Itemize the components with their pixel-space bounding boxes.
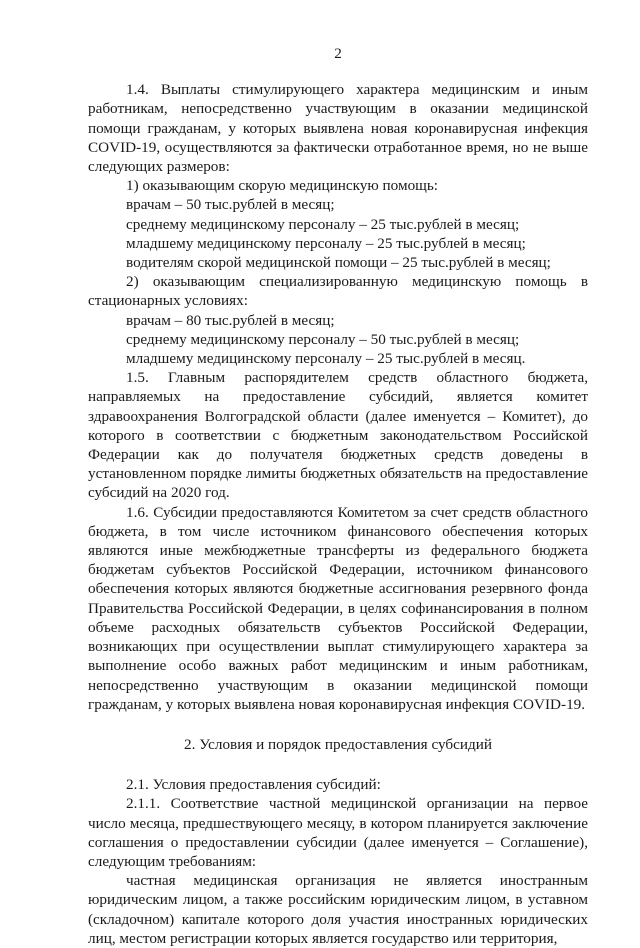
paragraph-2-1-1: 2.1.1. Соответствие частной медицинской организации на первое число месяца, предшествующего месяцу, в котором планируется заключение соглашения о предоставлении субсидии (далее именуется – Соглашение), следующим требованиям: — [88, 795, 588, 870]
list-line: среднему медицинскому персоналу – 50 тыс.рублей в месяц; — [126, 330, 520, 348]
list-line: среднему медицинскому персоналу – 25 тыс.рублей в месяц; — [126, 215, 520, 233]
list-line: младшему медицинскому персоналу – 25 тыс.рублей в месяц. — [126, 350, 526, 368]
list-line: младшему медицинскому персоналу – 25 тыс.рублей в месяц; — [126, 234, 526, 252]
paragraph-1-4: 1.4. Выплаты стимулирующего характера медицинским и иным работникам, непосредственно участвующим в оказании медицинской помощи гражданам, у которых выявлена новая коронавирусная инфекция COVID-19, осуществляются за фактически отработанное время, но не выше следующих размеров: — [88, 81, 588, 176]
list-item-2: 2) оказывающим специализированную медицинскую помощь в стационарных условиях: — [88, 273, 588, 310]
paragraph-2-1: 2.1. Условия предоставления субсидий: — [126, 776, 381, 794]
page-number: 2 — [334, 45, 342, 62]
paragraph-1-5: 1.5. Главным распорядителем средств областного бюджета, направляемых на предоставление субсидий, является комитет здравоохранения Волгоградской области (далее именуется – Комитет), до которого в соответствии с бюджетным законодательством Российской Федерации как до получателя бюджетных средств доведены в установленном порядке лимиты бюджетных обязательств на предоставление субсидий на 2020 год. — [88, 369, 588, 502]
list-item-1: 1) оказывающим скорую медицинскую помощь: — [126, 177, 439, 195]
list-line: врачам – 80 тыс.рублей в месяц; — [126, 311, 335, 329]
list-line: врачам – 50 тыс.рублей в месяц; — [126, 196, 335, 214]
paragraph-1-6: 1.6. Субсидии предоставляются Комитетом за счет средств областного бюджета, в том числе источником финансового обеспечения которых являются иные межбюджетные трансферты из федерального бюджета бюджетам субъектов Российской Федерации, источником финансового обеспечения которых являются бюджетные ассигнования резервного фонда Правительства Российской Федерации, в целях софинансирования в полном объеме расходных обязательств субъектов Российской Федерации, возникающих при осуществлении выплат стимулирующего характера за выполнение особо важных работ медицинским и иным работникам, непосредственно участвующим в оказании медицинской помощи гражданам, у которых выявлена новая коронавирусная инфекция COVID-19. — [88, 503, 588, 713]
list-line: водителям скорой медицинской помощи – 25 тыс.рублей в месяц; — [126, 254, 551, 272]
section-heading: 2. Условия и порядок предоставления субсидий — [184, 735, 492, 753]
paragraph-requirement-1: частная медицинская организация не является иностранным юридическим лицом, а также российским юридическим лицом, в уставном (складочном) капитале которого доля участия иностранных юридических лиц, местом регистрации которых является государство или территория, — [88, 872, 588, 947]
